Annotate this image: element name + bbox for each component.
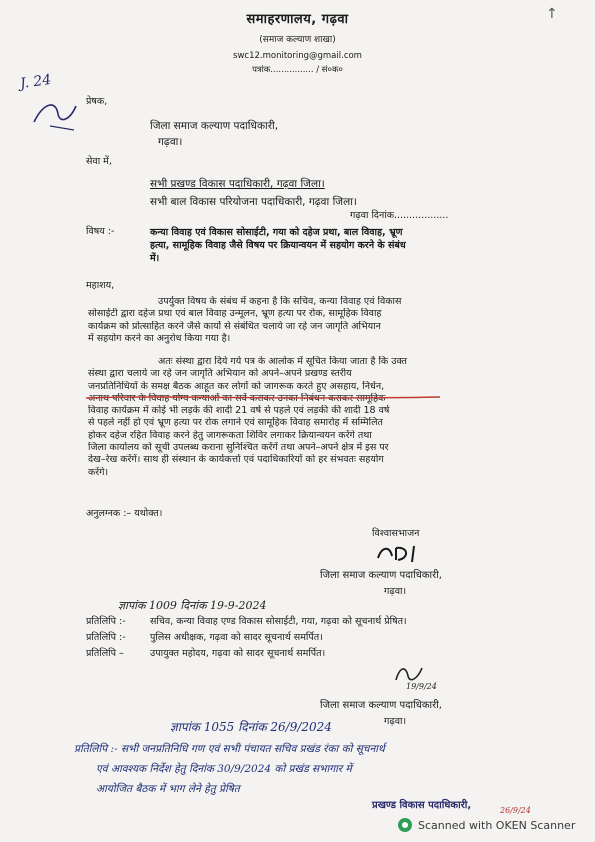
handwritten-copy-line: आयोजित बैठक में भाग लेने हेतु प्रेषित [96,783,240,795]
recipient-block-officers: सभी प्रखण्ड विकास पदाधिकारी, गढ़वा जिला। [150,178,325,190]
handwritten-copy-line: एवं आवश्यक निर्देश हेतु दिनांक 30/9/2024 को प्रखंड सभागार में [96,763,352,775]
paragraph-line: कार्यक्रम को प्रोत्साहित करने जैसे कार्यो से संबंधित चलाये जा रहे जन जागृति अभियान [88,320,381,332]
paragraph-line: उपर्युक्त विषय के संबंध में कहना है कि सचिव, कन्या विवाह एवं विकास [158,296,402,307]
page-corner-arrow-icon: ↑ [546,6,558,22]
signatory-2-place: गढ़वा। [384,716,407,727]
paragraph-line: होकर दहेज रहित विवाह करने हेतु जागरूकता शिविर लगाकर क्रियान्वयन करेंगे तथा [88,429,372,441]
copy-text: उपायुक्त महोदय, गढ़वा को सादर सूचनार्थ समर्पित। [150,648,326,659]
subject-line: कन्या विवाह एवं विकास सोसाईटी, गया को दहेज प्रथा, बाल विवाह, भ्रूण [150,227,403,238]
recipient-cdpo: सभी बाल विकास परियोजना पदाधिकारी, गढ़वा जिला। [150,196,357,208]
signatory-1-place: गढ़वा। [384,586,407,597]
sender-place: गढ़वा। [158,136,183,148]
paragraph-line: करेंगे। [88,466,109,478]
copy-text: पुलिस अधीक्षक, गढ़वा को सादर सूचनार्थ समर्पित। [150,632,323,643]
subject-text [150,226,406,265]
stamp-date: 26/9/24 [500,806,531,815]
bdo-stamp: प्रखण्ड विकास पदाधिकारी, [372,800,472,811]
initials-date: 19/9/24 [406,682,437,691]
closing-text: विश्वासभाजन [372,528,420,539]
paragraph-line: विवाह कार्यक्रम में कोई भी लड़के की शादी 21 वर्ष से पहले एवं लड़की की शादी 18 वर्ष [88,405,390,417]
salutation: महाशय, [86,280,115,291]
enclosure-line: अनुलग्नक :– यथोक्त। [86,508,163,519]
copy-label: प्रतिलिपि :- [86,632,126,643]
paragraph-line: अनाथ परिवार के विवाह योग्य कन्याओं का सर्वे कराकर उनका निबंधन कराकर सामूहिक [88,392,386,404]
paragraph-line: देख–रेख करेंगें। साथ ही संस्थान के कार्यकर्त्ता एवं पदाधिकारियों को हर संभवतः सहयोग [88,454,384,466]
signatory-1-title: जिला समाज कल्याण पदाधिकारी, [320,570,442,581]
paragraph-line: से पहले नहीं हो एवं भ्रूण हत्या पर रोक लगाने एवं सामूहिक विवाह समारोह में सम्मिलित [88,417,383,429]
subject-line: हत्या, सामूहिक विवाह जैसे विषय पर क्रियान्वयन में सहयोग करने के संबंध [150,240,406,251]
body-paragraph-2 [88,356,523,479]
letterhead-reference: पत्रांक................ / सं०क० [252,65,343,75]
paragraph-line: सोसाईटी द्वारा दहेज प्रथा एवं बाल विवाह उन्मूलन, भ्रूण हत्या पर रोक, सामूहिक विवाह [88,308,382,320]
sender-label: प्रेषक, [86,96,108,107]
to-label: सेवा में, [86,156,112,167]
letterhead-branch: (समाज कल्याण शाखा) [259,35,336,45]
margin-scribble-icon [30,92,90,132]
paragraph-line: में सहयोग करने का अनुरोध किया गया है। [88,332,231,344]
memo-line: ज्ञापांक 1009 दिनांक 19-9-2024 [118,599,267,612]
copy-label: प्रतिलिपि – [86,648,124,659]
paragraph-line: अतः संस्था द्वारा दिये गये पत्र के आलोक में सूचित किया जाता है कि उक्त [158,356,407,367]
paragraph-line: जनप्रतिनिधियों के समक्ष बैठक आहूत कर लोगों को जागरूक करते हुए असहाय, निर्धन, [88,380,385,392]
paragraph-line: जिला कार्यालय को सूची उपलब्ध कराना सुनिश्चित करेंगें तथा अपने–अपने क्षेत्र में इस पर [88,442,389,454]
copy-text: सचिव, कन्या विवाह एण्ड विकास सोसाईटी, गया, गढ़वा को सूचनार्थ प्रेषित। [150,616,407,627]
scanner-logo-icon [398,818,412,832]
handwritten-copy-line: प्रतिलिपि :- सभी जनप्रतिनिधि गण एवं सभी पंचायत सचिव प्रखंड रंका को सूचनार्थ [74,743,385,755]
red-underline-mark [84,393,444,401]
scanner-watermark [398,818,575,832]
handwritten-memo: ज्ञापांक 1055 दिनांक 26/9/2024 [170,720,332,734]
margin-handwritten-note: J. 24 [19,71,53,93]
copy-label: प्रतिलिपि :- [86,616,126,627]
signatory-2-title: जिला समाज कल्याण पदाधिकारी, [320,700,442,711]
signature-mark-icon [372,542,442,566]
sender-title: जिला समाज कल्याण पदाधिकारी, [150,120,279,132]
subject-label: विषय :- [86,226,115,237]
letterhead-email: swc12.monitoring@gmail.com [233,51,362,61]
letterhead-office: समाहरणालय, गढ़वा [246,12,349,27]
date-line: गढ़वा दिनांक.................. [350,210,449,221]
subject-line: में। [150,253,160,264]
paragraph-line: संस्था द्वारा चलाये जा रहे जन जागृति अभियान को अपने–अपने प्रखण्ड स्तरीय [88,368,352,380]
body-paragraph-1 [88,296,523,345]
scanner-label: Scanned with OKEN Scanner [418,818,576,832]
